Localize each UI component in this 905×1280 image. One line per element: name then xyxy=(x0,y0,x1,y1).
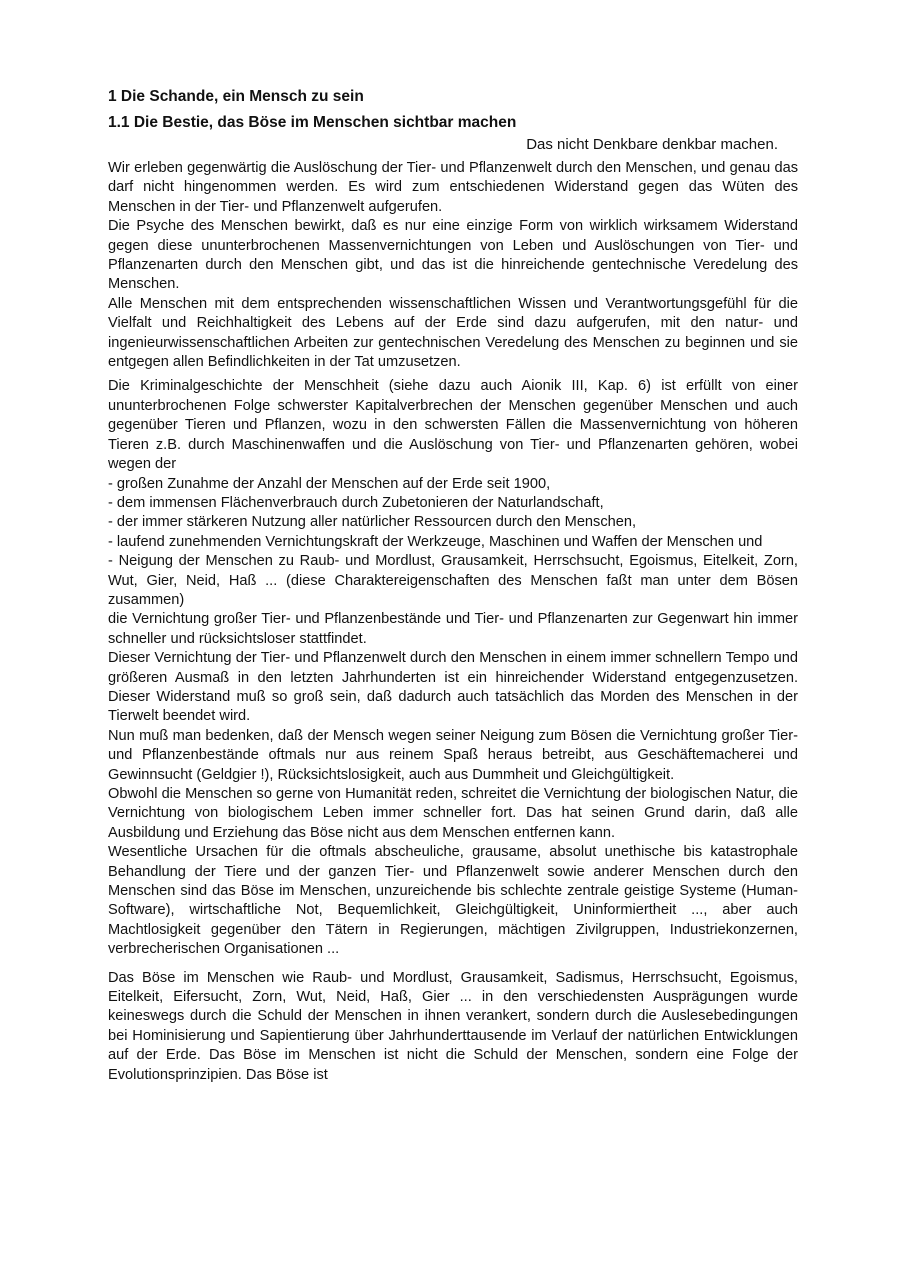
paragraph: Alle Menschen mit dem entsprechenden wissenschaftlichen Wissen und Verantwortungsgefühl für die Vielfalt und Reichhaltigkeit des Lebens auf der Erde sind dazu aufgerufen, mit den natur- und ingenieurwissenschaftlichen Arbeiten zur gentechnischen Veredelung des Menschen zu beginnen und sie entgegen allen Befindlichkeiten in der Tat umzusetzen. xyxy=(108,295,798,371)
paragraph: Das Böse im Menschen wie Raub- und Mordlust, Grausamkeit, Sadismus, Herrschsucht, Egoismus, Eitelkeit, Eifersucht, Zorn, Wut, Neid, Haß, Gier ... in den verschiedensten Ausprägungen wurde keineswegs durch die Schuld der Menschen in ihnen verankert, sondern durch die Auslesebedingungen bei Hominisierung und Sapientierung über Jahrhunderttausende im Verlauf der natürlichen Entwicklungen auf der Erde. Das Böse im Menschen ist nicht die Schuld der Menschen, sondern eine Folge der Evolutionsprinzipien. Das Böse ist xyxy=(108,969,798,1083)
paragraph: Nun muß man bedenken, daß der Mensch wegen seiner Neigung zum Bösen die Vernichtung großer Tier- und Pflanzenbestände oftmals nur aus reinem Spaß heraus betreibt, aus Geschäftemacherei und Gewinnsucht (Geldgier !), Rücksichtslosigkeit, auch aus Dummheit und Gleichgültigkeit. xyxy=(108,727,798,783)
chapter-heading: 1 Die Schande, ein Mensch zu sein xyxy=(108,88,364,105)
motto: Das nicht Denkbare denkbar machen. xyxy=(526,136,778,153)
body-text xyxy=(108,159,798,1085)
bullet-list xyxy=(108,475,798,611)
list-item: - der immer stärkeren Nutzung aller natürlicher Ressourcen durch den Menschen, xyxy=(108,514,637,531)
list-item: - laufend zunehmenden Vernichtungskraft der Werkzeuge, Maschinen und Waffen der Menschen und xyxy=(108,533,763,550)
paragraph: Wir erleben gegenwärtig die Auslöschung der Tier- und Pflanzenwelt durch den Menschen, und genau das darf nicht hingenommen werden. Es wird zum entschiedenen Widerstand gegen das Wüten des Menschen in der Tier- und Pflanzenwelt aufgerufen. xyxy=(108,160,798,215)
section-heading: 1.1 Die Bestie, das Böse im Menschen sichtbar machen xyxy=(108,114,517,131)
list-item: - großen Zunahme der Anzahl der Menschen auf der Erde seit 1900, xyxy=(108,475,551,492)
paragraph: Die Psyche des Menschen bewirkt, daß es nur eine einzige Form von wirklich wirksamem Widerstand gegen diese ununterbrochenen Massenvernichtungen von Leben und Auslöschungen von Tier- und Pflanzenarten durch den Menschen gibt, und das ist die hinreichende gentechnische Veredelung des Menschen. xyxy=(108,218,798,293)
paragraph: Wesentliche Ursachen für die oftmals abscheuliche, grausame, absolut unethische bis katastrophale Behandlung der Tiere und der ganzen Tier- und Pflanzenwelt sowie anderer Menschen durch den Menschen sind das Böse im Menschen, unzureichende bis schlechte zentrale geistige Systeme (Human-Software), wirtschaftliche Not, Bequemlichkeit, Gleichgültigkeit, Uninformiertheit ..., aber auch Machtlosigkeit gegenüber den Tätern in Regierungen, mächtigen Zivilgruppen, Industriekonzernen, verbrecherischen Organisationen ... xyxy=(108,844,798,958)
paragraph: Dieser Vernichtung der Tier- und Pflanzenwelt durch den Menschen in einem immer schnellern Tempo und größeren Ausmaß in den letzten Jahrhunderten ist ein hinreichender Widerstand entgegenzusetzen. Dieser Widerstand muß so groß sein, daß dadurch auch tatsächlich das Morden des Menschen in der Tierwelt beendet wird. xyxy=(108,650,798,725)
paragraph: die Vernichtung großer Tier- und Pflanzenbestände und Tier- und Pflanzenarten zur Gegenwart hin immer schneller und rücksichtsloser stattfindet. xyxy=(108,611,798,647)
paragraph: Die Kriminalgeschichte der Menschheit (siehe dazu auch Aionik III, Kap. 6) ist erfüllt von einer ununterbrochenen Folge schwerster Kapitalverbrechen der Menschen gegenüber Menschen und auch gegenüber Tieren und Pflanzen, wozu in den schwersten Fällen die Massenvernichtung von höheren Tieren z.B. durch Maschinenwaffen und die Auslöschung von Tier- und Pflanzenarten gehören, wobei wegen der xyxy=(108,378,798,473)
paragraph: Obwohl die Menschen so gerne von Humanität reden, schreitet die Vernichtung der biologischen Natur, die Vernichtung von biologischem Leben immer schneller fort. Das hat seinen Grund darin, daß alle Ausbildung und Erziehung das Böse nicht aus dem Menschen entfernen kann. xyxy=(108,786,798,841)
list-item: - Neigung der Menschen zu Raub- und Mordlust, Grausamkeit, Herrschsucht, Egoismus, Eitelkeit, Zorn, Wut, Gier, Neid, Haß ... (diese Charaktereigenschaften des Menschen faßt man unter dem Bösen zusammen) xyxy=(108,553,798,608)
document-page xyxy=(108,86,798,1085)
list-item: - dem immensen Flächenverbrauch durch Zubetonieren der Naturlandschaft, xyxy=(108,494,604,511)
